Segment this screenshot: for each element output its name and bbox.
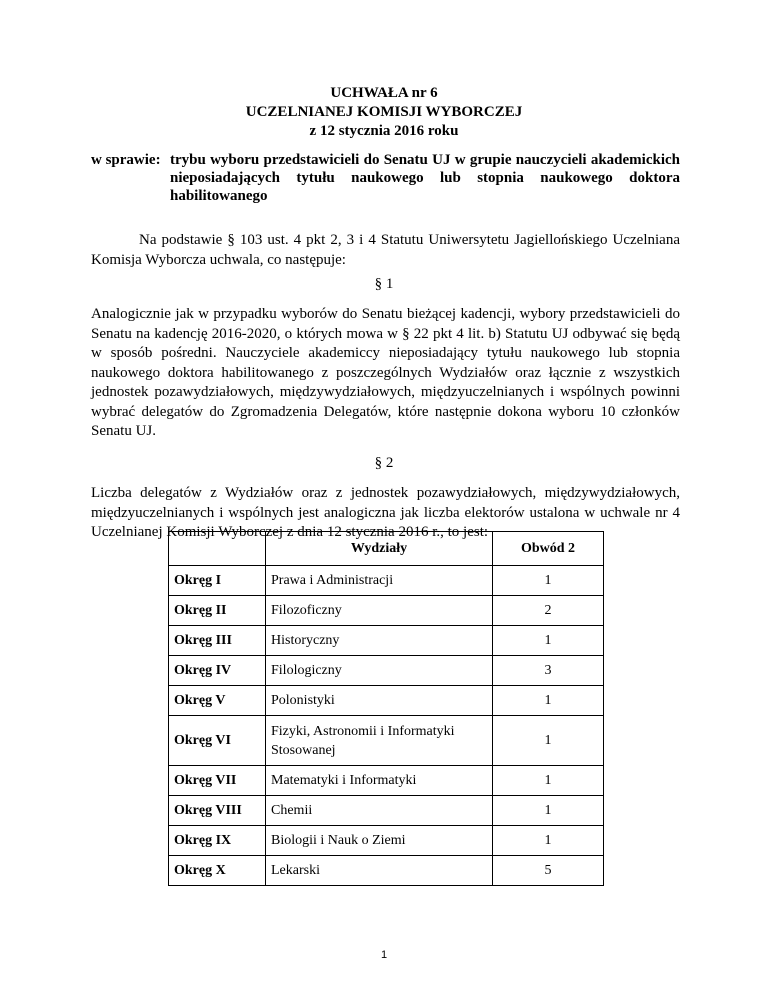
section-2-text: Liczba delegatów z Wydziałów oraz z jednostek pozawydziałowych, międzywydziałowych, międzyuczelnianych i wspólnych jest analogiczna jak liczba elektorów ustalona w uchwale nr 4 Uczelnianej Komisji Wyborczej z dnia 12 stycznia 2016 r., to jest: (91, 485, 680, 540)
subject-text: trybu wyboru przedstawicieli do Senatu UJ w grupie nauczycieli akademickich nieposiadających tytułu naukowego lub stopnia naukowego doktora habilitowanego (170, 152, 680, 204)
district-name: Okręg III (169, 626, 266, 656)
delegate-count: 1 (493, 766, 604, 796)
faculty-name: Fizyki, Astronomii i Informatyki Stosowanej (266, 716, 493, 766)
faculty-name: Filozoficzny (266, 596, 493, 626)
delegate-count: 5 (493, 856, 604, 886)
faculty-name: Prawa i Administracji (266, 566, 493, 596)
table-row (169, 766, 604, 796)
table-row (169, 796, 604, 826)
delegate-count: 1 (493, 716, 604, 766)
district-name: Okręg VII (169, 766, 266, 796)
district-name: Okręg IV (169, 656, 266, 686)
delegates-table (168, 531, 604, 886)
table-row (169, 596, 604, 626)
subject-label: w sprawie: (91, 152, 161, 168)
table-row (169, 656, 604, 686)
delegate-count: 2 (493, 596, 604, 626)
header-faculties: Wydziały (266, 532, 493, 566)
delegate-count: 1 (493, 566, 604, 596)
table-header-row (169, 532, 604, 566)
table-row (169, 626, 604, 656)
table-row (169, 826, 604, 856)
district-name: Okręg VI (169, 716, 266, 766)
table-row (169, 716, 604, 766)
page-number: 1 (380, 949, 388, 961)
delegate-count: 1 (493, 826, 604, 856)
faculty-name: Matematyki i Informatyki (266, 766, 493, 796)
header-district: Obwód 2 (493, 532, 604, 566)
faculty-name: Historyczny (266, 626, 493, 656)
faculty-name: Chemii (266, 796, 493, 826)
faculty-name: Polonistyki (266, 686, 493, 716)
resolution-date: z 12 stycznia 2016 roku (309, 123, 459, 139)
district-name: Okręg IX (169, 826, 266, 856)
faculty-name: Lekarski (266, 856, 493, 886)
district-name: Okręg II (169, 596, 266, 626)
section-1-title: § 1 (374, 276, 394, 292)
district-name: Okręg VIII (169, 796, 266, 826)
section-1-text: Analogicznie jak w przypadku wyborów do Senatu bieżącej kadencji, wybory przedstawicieli do Senatu na kadencję 2016-2020, o których mowa w § 22 pkt 4 lit. b) Statutu UJ odbywać się będą w sposób pośredni. Nauczyciele akademiccy nieposiadający tytułu naukowego lub stopnia naukowego doktora habilitowanego z poszczególnych Wydziałów oraz łącznie z wszystkich jednostek pozawydziałowych, międzywydziałowych, międzyuczelnianych i wspólnych powinni wybrać delegatów do Zgromadzenia Delegatów, które następnie dokona wyboru 10 członków Senatu UJ. (91, 306, 680, 439)
faculty-name: Filologiczny (266, 656, 493, 686)
faculty-name: Biologii i Nauk o Ziemi (266, 826, 493, 856)
delegate-count: 3 (493, 656, 604, 686)
intro-paragraph: Na podstawie § 103 ust. 4 pkt 2, 3 i 4 Statutu Uniwersytetu Jagiellońskiego Uczelniana Komisja Wyborcza uchwala, co następuje: (91, 232, 680, 268)
delegate-count: 1 (493, 626, 604, 656)
section-2-title: § 2 (374, 455, 394, 471)
resolution-header (0, 84, 768, 141)
committee-name: UCZELNIANEJ KOMISJI WYBORCZEJ (245, 104, 523, 120)
district-name: Okręg V (169, 686, 266, 716)
district-name: Okręg I (169, 566, 266, 596)
table-row (169, 686, 604, 716)
delegate-count: 1 (493, 796, 604, 826)
resolution-number: UCHWAŁA nr 6 (330, 85, 438, 101)
delegate-count: 1 (493, 686, 604, 716)
subject-block (91, 151, 680, 205)
header-empty-cell (169, 532, 266, 566)
table-row (169, 856, 604, 886)
table-row (169, 566, 604, 596)
district-name: Okręg X (169, 856, 266, 886)
